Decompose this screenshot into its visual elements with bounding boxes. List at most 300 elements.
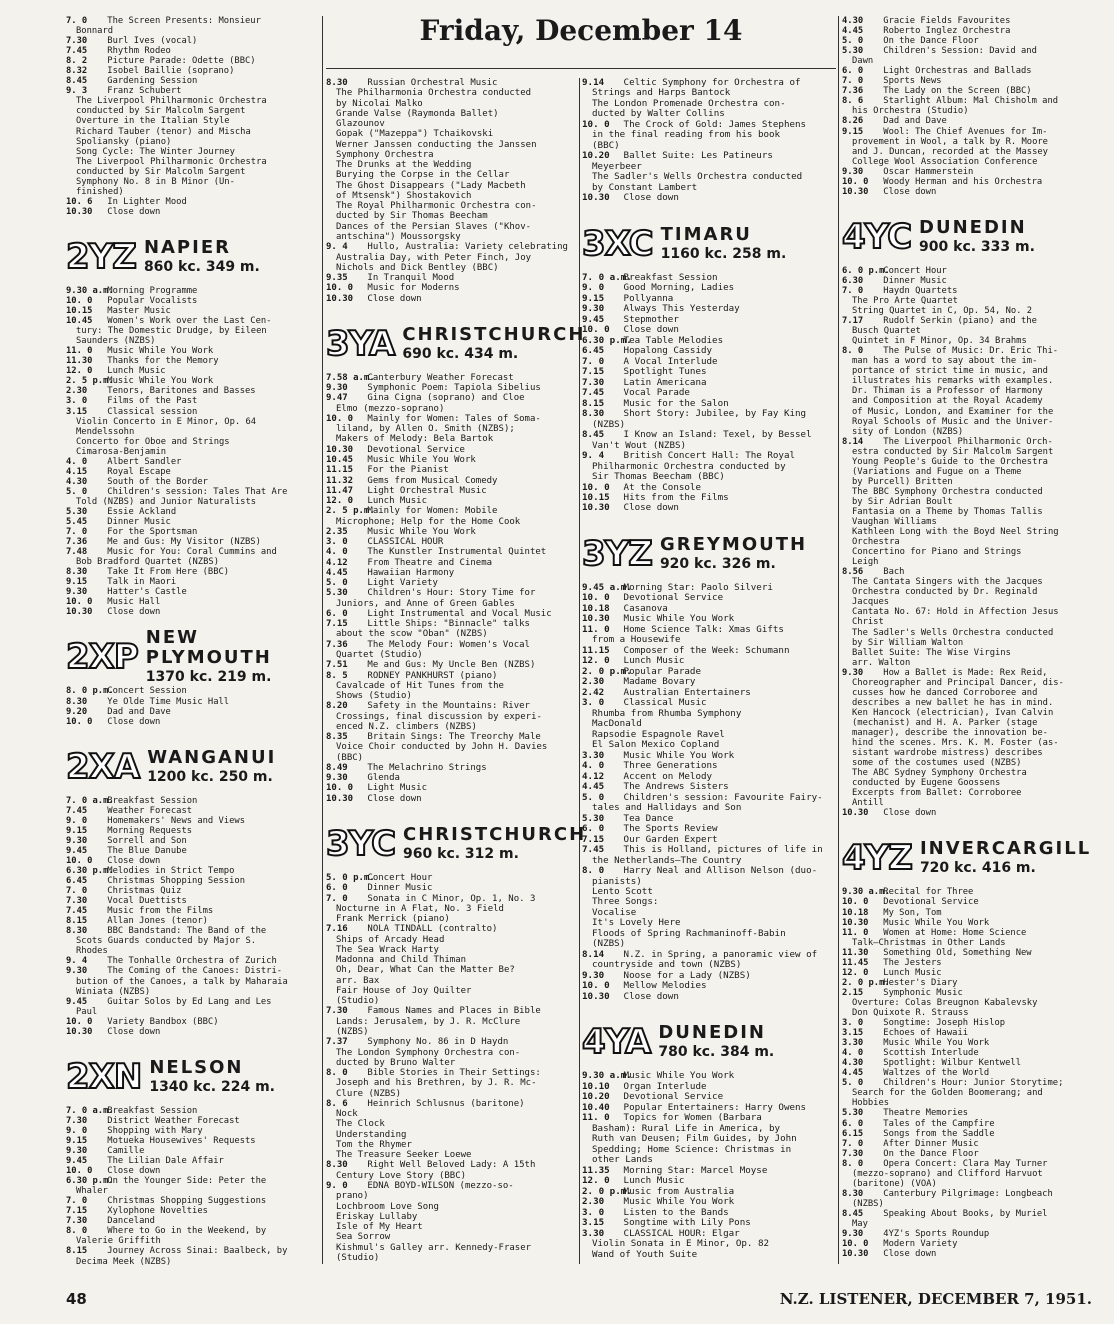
programme-line: 7.15 Xylophone Novelties [66, 1206, 208, 1217]
programme-line: 10.18 Casanova [582, 603, 668, 614]
programme-time: 8.14 [842, 436, 864, 447]
programme-time: 10.30 [842, 808, 869, 819]
programme-line: The London Promenade Orchestra con- [592, 98, 786, 109]
programme-line: portance of strict time in music, and [852, 366, 1048, 377]
programme-line: and J. Duncan, recorded at the Massey [852, 146, 1048, 157]
programme-time: 7. 0 [66, 886, 88, 897]
programme-line: Excerpts from Ballet: Corroboree [852, 788, 1022, 799]
programme-line: Quintet in F Minor, Op. 34 Brahms [852, 336, 1027, 347]
station-city: NEW PLYMOUTH [145, 627, 272, 669]
programme-line: May [852, 1218, 868, 1229]
programme-line: Christ [852, 617, 884, 628]
programme-line: 7. 0 After Dinner Music [842, 1138, 979, 1149]
programme-time: 7.30 [842, 1148, 864, 1159]
programme-time: 12. 0 [326, 496, 354, 507]
station-frequency: 690 kc. 434 m. [402, 345, 519, 362]
programme-line: 8.15 Allan Jones (tenor) [66, 916, 208, 927]
programme-time: 6.30 p.m. [66, 866, 114, 876]
programme-line: The Royal Philharmonic Orchestra con- [336, 201, 537, 212]
programme-line: from a Housewife [592, 635, 681, 646]
programme-time: 12. 0 [582, 1176, 610, 1187]
programme-time: 8.56 [842, 567, 864, 578]
programme-line: 4.45 The Andrews Sisters [582, 782, 729, 793]
programme-time: 10. 0 [66, 716, 93, 727]
programme-line: 10. 0 Popular Vocalists [66, 295, 198, 306]
programme-time: 9.45 [66, 996, 88, 1007]
programme-line: 8.49 The Melachrino Strings [326, 762, 487, 773]
programme-time: 12. 0 [842, 967, 869, 978]
programme-line: Joseph and his Brethren, by J. R. Mc- [336, 1078, 537, 1089]
programme-time: 10. 0 [582, 593, 610, 604]
programme-time: 9.15 [66, 1135, 88, 1146]
programme-line: 2. 0 p.m. Popular Parade [582, 666, 701, 677]
programme-line: Symphony No. 8 in B Minor (Un- [76, 176, 235, 187]
programme-line: 11. 0 Topics for Women (Barbara [582, 1113, 762, 1124]
programme-time: 8. 5 [326, 670, 348, 681]
programme-line: 11. 0 Women at Home: Home Science [842, 927, 1027, 938]
programme-line: The Philharmonia Orchestra conducted [336, 88, 532, 99]
programme-line: 10.30 Close down [66, 206, 161, 217]
programme-line: 10.30 Music While You Work [842, 917, 990, 928]
programme-time: 2. 0 p.m. [582, 1186, 632, 1197]
programme-line: Glazounov [336, 119, 385, 130]
programme-time: 7.51 [326, 660, 348, 671]
programme-time: 4. 0 [326, 547, 348, 558]
programme-line: ducted by Bruno Walter [336, 1057, 456, 1068]
programme-time: 11. 0 [582, 624, 610, 635]
programme-line: Choreographer and Principal Dancer, dis- [852, 677, 1064, 688]
programme-time: 9.30 [582, 304, 605, 315]
programme-line: 11.15 Composer of the Week: Schumann [582, 645, 790, 656]
programme-line: 10.15 Master Music [66, 306, 171, 317]
programme-line: (NZBS) [592, 419, 626, 430]
programme-time: 10.30 [326, 444, 354, 455]
programme-time: 10.30 [842, 917, 869, 928]
programme-time: 10. 0 [582, 119, 610, 130]
programme-line: 8.30 Ye Olde Time Music Hall [66, 696, 230, 707]
programme-line: 7.51 Me and Gus: My Uncle Ben (NZBS) [326, 660, 536, 671]
station-city: GREYMOUTH [659, 533, 808, 555]
programme-line: 11. 0 Music While You Work [66, 346, 214, 357]
programme-line: 7.48 Music for You: Coral Cummins and [66, 547, 277, 558]
programme-line: 12. 0 Lunch Music [842, 967, 942, 978]
programme-time: 10.30 [842, 1249, 869, 1260]
column-2 [326, 78, 587, 1270]
column-rule [838, 16, 839, 1264]
programme-time: 7.45 [66, 906, 88, 917]
programme-line: Shows (Studio) [336, 691, 412, 702]
programme-time: 2.42 [582, 687, 605, 698]
programme-time: 9. 4 [582, 451, 605, 462]
programme-line: of Music, London, and Examiner for the [852, 406, 1054, 417]
programme-time: 7.30 [66, 1115, 88, 1126]
programme-line: 9.45 a.m. Morning Star: Paolo Silveri [582, 582, 773, 593]
programme-line: 9.47 Gina Cigna (soprano) and Cloe [326, 393, 525, 404]
programme-time: 6. 0 [842, 66, 864, 77]
programme-line: Leigh [852, 557, 879, 568]
programme-line: 7. 0 a.m. Breakfast Session [582, 272, 718, 283]
programme-line: 5. 0 On the Dance Floor [842, 36, 979, 47]
programme-line: Clure (NZBS) [336, 1088, 402, 1099]
programme-time: 10. 0 [66, 855, 93, 866]
programme-time: 10. 0 [326, 783, 354, 794]
programme-line: 9.45 The Lilian Dale Affair [66, 1156, 224, 1167]
programme-line: 8.15 Journey Across Sinai: Baalbeck, by [66, 1246, 288, 1257]
programme-line: 7. 0 The Screen Presents: Monsieur [66, 16, 261, 26]
programme-line: Eriskay Lullaby [336, 1211, 418, 1222]
programme-time: 10. 0 [842, 1239, 869, 1250]
programme-line: antschina") Moussorgsky [336, 231, 461, 242]
programme-time: 5.30 [582, 813, 605, 824]
programme-line: Sir Thomas Beecham (BBC) [592, 472, 725, 483]
programme-line: 8.45 Speaking About Books, by Muriel [842, 1208, 1048, 1219]
station-callsign: 4YC [842, 216, 912, 257]
programme-time: 9.30 [582, 970, 605, 981]
programme-line: Overture: Colas Breugnon Kabalevsky [852, 997, 1038, 1008]
programme-line: 5.30 Children's Hour: Story Time for [326, 588, 536, 599]
programme-time: 8.30 [842, 1188, 864, 1199]
programme-time: 9. 3 [66, 86, 88, 97]
station-city: DUNEDIN [919, 216, 1027, 238]
programme-line: 7. 0 A Vocal Interlude [582, 356, 718, 367]
programme-line: 9.15 Morning Requests [66, 825, 193, 836]
programme-time: 8.15 [66, 916, 88, 927]
programme-time: 6. 0 p.m. [842, 265, 890, 276]
programme-line: 8. 0 Bible Stories in Their Settings: [326, 1068, 541, 1079]
programme-line: 10. 0 Variety Bandbox (BBC) [66, 1016, 219, 1027]
station-frequency: 920 kc. 326 m. [659, 555, 776, 572]
station-city: CHRISTCHURCH [402, 323, 586, 345]
programme-line: 9.30 Always This Yesterday [582, 304, 740, 315]
station-frequency: 1340 kc. 224 m. [149, 1078, 275, 1095]
programme-line: 10.10 Organ Interlude [582, 1081, 707, 1092]
programme-line: bution of the Canoes, a talk by Maharaia [76, 976, 288, 987]
programme-line: 9.15 Talk in Maori [66, 577, 177, 588]
programme-line: 11.47 Light Orchestral Music [326, 485, 487, 496]
programme-line: 7.45 Rhythm Rodeo [66, 46, 171, 57]
programme-time: 10.30 [582, 193, 610, 204]
programme-line: Overture in the Italian Style [76, 116, 230, 127]
programme-line: by Sir William Walton [852, 637, 964, 648]
programme-line: Bonnard [76, 26, 114, 37]
station-header [326, 321, 586, 367]
programme-line: his Orchestra (Studio) [852, 106, 969, 117]
programme-line: 10.30 Close down [582, 193, 679, 204]
programme-line: Dawn [852, 56, 874, 67]
programme-line: 7.15 Spotlight Tunes [582, 367, 707, 378]
programme-time: 5. 0 [66, 486, 88, 497]
programme-line: It's Lovely Here [592, 918, 681, 929]
page-number: 48 [66, 1290, 87, 1308]
programme-line: 8. 0 p.m. Concert Session [66, 686, 187, 697]
programme-line: Three Songs: [592, 897, 659, 908]
programme-time: 7.48 [66, 547, 88, 558]
programme-line: 2.30 Music While You Work [582, 1197, 735, 1208]
programme-line: arr. Walton [852, 657, 911, 668]
programme-time: 10.30 [66, 1026, 93, 1037]
programme-line: Richard Tauber (tenor) and Mischa [76, 126, 251, 137]
programme-line: 10. 0 Modern Variety [842, 1239, 958, 1250]
programme-line: 9.30 The Coming of the Canoes: Distri- [66, 966, 283, 977]
programme-line: Strings and Harps Bantock [592, 88, 731, 99]
programme-time: 7.36 [66, 537, 88, 548]
programme-time: 6. 0 [842, 1118, 864, 1129]
programme-line: Paul [76, 1006, 98, 1017]
programme-line: The Treasure Seeker Loewe [336, 1150, 472, 1161]
programme-line: Makers of Melody: Bela Bartok [336, 434, 494, 445]
programme-time: 7. 0 a.m. [582, 272, 632, 283]
programme-time: 9.30 a.m. [582, 1071, 632, 1082]
programme-line: The Drunks at the Wedding [336, 160, 472, 171]
programme-line: 8.35 Britain Sings: The Treorchy Male [326, 732, 541, 743]
column-3 [582, 78, 834, 1267]
station-callsign: 2XA [66, 746, 140, 787]
programme-line: Bob Bradford Quartet (NZBS) [76, 557, 219, 568]
programme-line: Violin Concerto in E Minor, Op. 64 [76, 416, 257, 427]
programme-line: The London Symphony Orchestra con- [336, 1047, 521, 1058]
programme-line: 10. 0 Devotional Service [842, 897, 979, 908]
programme-time: 4. 0 [842, 1048, 864, 1059]
programme-line: 6. 0 Tales of the Campfire [842, 1118, 995, 1129]
programme-line: 4.30 Gracie Fields Favourites [842, 16, 1011, 26]
programme-line: Philharmonic Orchestra conducted by [592, 461, 786, 472]
programme-time: 7. 0 [66, 16, 88, 26]
programme-line: 2.42 Australian Entertainers [582, 687, 751, 698]
heading-rule [326, 68, 836, 69]
programme-time: 3. 0 [582, 1207, 605, 1218]
programme-line: 6.45 Christmas Shopping Session [66, 876, 245, 887]
programme-time: 9.30 [66, 1145, 88, 1156]
programme-time: 10.30 [582, 503, 610, 514]
programme-time: 11.15 [326, 465, 354, 476]
programme-line: College Wool Association Conference [852, 156, 1038, 167]
programme-time: 2. 0 p.m. [842, 977, 890, 988]
programme-time: 5.30 [842, 1108, 864, 1119]
programme-time: 9.45 a.m. [582, 582, 632, 593]
station-city: DUNEDIN [658, 1022, 766, 1044]
programme-line: liland, by Allen O. Smith (NZBS); [336, 424, 515, 435]
programme-line: 7.36 The Lady on the Screen (BBC) [842, 86, 1032, 97]
station-callsign: 3YZ [582, 533, 652, 574]
station-city: WANGANUI [147, 746, 277, 768]
programme-time: 5.30 [842, 46, 864, 57]
programme-time: 10. 0 [66, 1016, 93, 1027]
programme-time: 10.20 [582, 151, 610, 162]
programme-line: cusses how he danced Corroboree and [852, 687, 1038, 698]
programme-line: 7.45 This is Holland, pictures of life in [582, 845, 823, 856]
programme-time: 6.45 [66, 876, 88, 887]
programme-line: 11.35 Morning Star: Marcel Moyse [582, 1165, 768, 1176]
programme-time: 6.15 [842, 1128, 864, 1139]
programme-time: 4.45 [326, 567, 348, 578]
programme-time: 9.30 a.m. [842, 887, 890, 898]
station-header [842, 214, 1094, 260]
programme-line: Meyerbeer [592, 161, 642, 172]
programme-line: Song Cycle: The Winter Journey [76, 146, 235, 157]
programme-line: Nichols and Dick Bentley (BBC) [336, 262, 499, 273]
programme-time: 5. 0 [842, 36, 864, 47]
programme-line: Ships of Arcady Head [336, 934, 445, 945]
programme-time: 9.14 [582, 78, 605, 88]
programme-time: 10.30 [326, 293, 354, 304]
programme-line: (baritone) (VOA) [852, 1178, 937, 1189]
programme-line: 8. 5 RODNEY PANKHURST (piano) [326, 670, 498, 681]
programme-line: 7.30 Vocal Duettists [66, 896, 187, 907]
programme-time: 5. 0 [842, 1078, 864, 1089]
programme-line: provement in Wool, a talk by R. Moore [852, 136, 1048, 147]
programme-line: 12. 0 Lunch Music [582, 1176, 685, 1187]
programme-time: 11.35 [582, 1165, 610, 1176]
programme-line: The Sadler's Wells Orchestra conducted [852, 627, 1054, 638]
programme-line: The Pro Arte Quartet [852, 295, 958, 306]
programme-line: 10.30 Music While You Work [582, 614, 735, 625]
programme-line: 3. 0 Listen to the Bands [582, 1207, 729, 1218]
programme-time: 10.18 [582, 603, 610, 614]
programme-line: sity of London (NZBS) [852, 426, 964, 437]
programme-line: Understanding [336, 1129, 407, 1140]
programme-line: 10. 0 Mainly for Women: Tales of Soma- [326, 413, 541, 424]
programme-line: (NZBS) [592, 939, 626, 950]
programme-line: 11.30 Thanks for the Memory [66, 356, 219, 367]
programme-line: 9.30 Camille [66, 1145, 145, 1156]
programme-time: 7.45 [582, 388, 605, 399]
programme-line: 10.40 Popular Entertainers: Harry Owens [582, 1102, 807, 1113]
programme-line: 8.30 BBC Bandstand: The Band of the [66, 926, 267, 937]
programme-line: Nock [336, 1109, 358, 1120]
programme-time: 10.45 [66, 316, 93, 327]
programme-time: 3.30 [582, 750, 605, 761]
programme-line: 4. 0 Scottish Interlude [842, 1048, 979, 1059]
programme-line: 9. 0 EDNA BOYD-WILSON (mezzo-so- [326, 1180, 514, 1191]
programme-time: 10. 6 [66, 196, 93, 207]
programme-time: 10. 0 [842, 176, 869, 187]
programme-line: Cimarosa-Benjamin [76, 446, 167, 457]
programme-time: 10.30 [582, 991, 610, 1002]
programme-line: Ruth van Deusen; Film Guides, by John [592, 1134, 797, 1145]
programme-line: 7.45 Vocal Parade [582, 388, 690, 399]
programme-line: 7. 0 For the Sportsman [66, 527, 198, 538]
programme-line: 9.30 Glenda [326, 773, 400, 784]
programme-time: 12. 0 [582, 656, 610, 667]
programme-time: 2. 5 p.m. [66, 376, 114, 387]
programme-time: 9. 4 [326, 242, 348, 253]
programme-line: 10. 6 In Lighter Mood [66, 196, 187, 207]
programme-line: manager), describe the innovation be- [852, 728, 1048, 738]
programme-line: 10.45 Music While You Work [326, 454, 476, 465]
programme-time: 10.15 [66, 306, 93, 317]
programme-line: 6.30 p.m. Melodies in Strict Tempo [66, 866, 235, 876]
programme-line: ducted by Sir Thomas Beecham [336, 211, 488, 222]
programme-line: estra conducted by Sir Malcolm Sargent [852, 446, 1054, 457]
programme-line: Isle of My Heart [336, 1222, 423, 1233]
station-frequency: 1200 kc. 250 m. [147, 768, 273, 785]
programme-line: tury: The Domestic Drudge, by Eileen [76, 326, 267, 337]
programme-line: 7.30 Burl Ives (vocal) [66, 36, 198, 47]
programme-line: 3. 0 Classical Music [582, 698, 707, 709]
programme-time: 11. 0 [66, 346, 93, 357]
programme-time: 11.45 [842, 957, 869, 968]
programme-line: 2. 5 p.m. Music While You Work [66, 376, 214, 387]
programme-time: 7.15 [326, 619, 348, 630]
programme-time: 4.12 [582, 771, 605, 782]
programme-time: 9.15 [842, 126, 864, 137]
programme-line: 9. 4 British Concert Hall: The Royal [582, 451, 796, 462]
programme-line: 9.45 Guitar Solos by Ed Lang and Les [66, 996, 272, 1007]
station-header [582, 1019, 834, 1065]
programme-line: 5.30 Tea Dance [582, 813, 674, 824]
programme-time: 8.45 [842, 1208, 864, 1219]
programme-line: Orchestra [852, 537, 900, 548]
programme-line: of Mtsensk") Shostakovich [336, 190, 472, 201]
programme-line: Century Love Story (BBC) [336, 1170, 467, 1181]
programme-time: 9. 0 [66, 1125, 88, 1136]
programme-line: Madonna and Child Thiman [336, 955, 467, 966]
programme-line: 5. 0 Children's session: Favourite Fairy- [582, 792, 823, 803]
programme-line: pianists) [592, 876, 642, 887]
programme-line: 2.30 Madame Bovary [582, 677, 696, 688]
station-header [66, 744, 318, 790]
programme-line: Tom the Rhymer [336, 1139, 412, 1150]
station-callsign: 2XN [66, 1056, 142, 1097]
programme-line: 10.30 Devotional Service [326, 444, 465, 455]
programme-time: 7.30 [326, 1006, 348, 1017]
programme-line: 9. 0 Good Morning, Ladies [582, 283, 735, 294]
programme-line: 4. 0 Three Generations [582, 761, 718, 772]
programme-time: 5. 0 [326, 578, 348, 589]
programme-line: 10.30 Close down [582, 503, 679, 514]
programme-line: 9.30 a.m. Music While You Work [582, 1071, 735, 1082]
programme-line: 2. 5 p.m. Mainly for Women: Mobile [326, 506, 498, 517]
programme-line: Frank Merrick (piano) [336, 914, 450, 925]
programme-line: 9.45 Stepmother [582, 314, 679, 325]
programme-line: 7.37 Symphony No. 86 in D Haydn [326, 1037, 509, 1048]
programme-line: some of the costumes used (NZBS) [852, 758, 1022, 769]
programme-time: 8.30 [66, 567, 88, 578]
programme-line: The Clock [336, 1119, 385, 1130]
station-header [842, 835, 1094, 881]
programme-line: Antill [852, 798, 884, 809]
column-1 [66, 16, 318, 1274]
programme-line: about the scow "Oban" (NZBS) [336, 629, 488, 640]
programme-time: 8.14 [582, 949, 605, 960]
programme-time: 10. 0 [66, 597, 93, 608]
programme-line: 9.30 Sorrell and Son [66, 835, 187, 846]
programme-line: arr. Bax [336, 975, 380, 986]
programme-time: 7.45 [66, 805, 88, 816]
programme-line: Dances of the Persian Slaves ("Khov- [336, 221, 532, 232]
programme-line: Burying the Corpse in the Cellar [336, 170, 510, 181]
programme-time: 7. 0 a.m. [66, 795, 114, 806]
programme-line: 9. 0 Homemakers' News and Views [66, 815, 245, 826]
programme-line: Quartet (Studio) [336, 650, 423, 661]
programme-line: Young People's Guide to the Orchestra [852, 456, 1048, 467]
column-4 [842, 16, 1094, 1266]
programme-line: (mezzo-soprano) and Clifford Harvuot [852, 1168, 1043, 1179]
programme-time: 8. 0 [326, 1068, 348, 1079]
programme-line: 7.30 On the Dance Floor [842, 1148, 979, 1159]
programme-line: 9.20 Dad and Dave [66, 706, 171, 717]
programme-line: Werner Janssen conducting the Janssen [336, 139, 537, 150]
programme-time: 7. 0 [326, 893, 348, 904]
programme-line: Don Quixote R. Strauss [852, 1007, 969, 1018]
programme-line: finished) [76, 186, 124, 197]
programme-line: 9.30 Noose for a Lady (NZBS) [582, 970, 751, 981]
programme-time: 12. 0 [66, 366, 93, 377]
programme-time: 5.30 [66, 506, 88, 517]
programme-line: 4.12 From Theatre and Cinema [326, 557, 493, 568]
programme-line: Cantata No. 67: Hold in Affection Jesus [852, 607, 1059, 618]
programme-line: 10. 0 Light Music [326, 783, 428, 794]
